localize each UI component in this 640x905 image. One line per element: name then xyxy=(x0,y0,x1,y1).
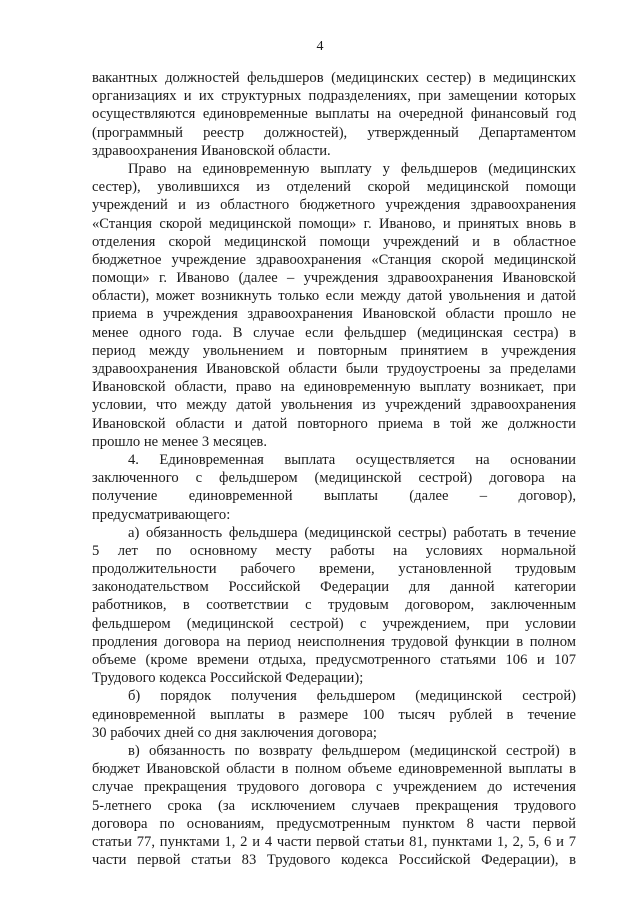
text-line: объеме (кроме времени отдыха, предусмотренного статьями 106 и 107 xyxy=(92,652,576,668)
text-line: Ивановской области и датой повторного приема в той же должности xyxy=(92,415,576,432)
text-line: 30 рабочих дней со дня заключения договора; xyxy=(92,724,377,741)
text-line: а) обязанность фельдшера (медицинской сестры) работать в течение xyxy=(128,524,576,541)
text-line: Ивановской области, право на единовременную выплату возникает, при xyxy=(92,379,576,396)
text-line: Право на единовременную выплату у фельдшеров (медицинских xyxy=(128,160,576,177)
text-line: части первой статьи 83 Трудового кодекса Российской Федерации), в xyxy=(92,852,576,869)
text-line: фельдшером (медицинской сестрой) с учреждением, при условии xyxy=(92,615,576,632)
text-line: продления договора на период неисполнения трудовой функции в полном xyxy=(92,633,576,650)
text-line: «Станция скорой медицинской помощи» г. Иваново, и принятых вновь в xyxy=(92,215,576,232)
text-line: области), может возникнуть только если между датой увольнения и датой xyxy=(92,288,576,305)
text-line: 4. Единовременная выплата осуществляется на основании xyxy=(128,451,576,468)
text-line: 5-летнего срока (за исключением случаев прекращения трудового xyxy=(92,797,576,814)
text-line: здравоохранения Ивановской области. xyxy=(92,142,331,159)
text-line: б) порядок получения фельдшером (медицинской сестрой) xyxy=(128,688,576,705)
text-line: единовременной выплаты в размере 100 тысяч рублей в течение xyxy=(92,706,576,723)
text-line: вакантных должностей фельдшеров (медицинских сестер) в медицинских xyxy=(92,70,576,86)
text-line: отделения скорой медицинской помощи учреждений и в областное xyxy=(92,233,576,250)
document-body-text xyxy=(92,69,576,869)
text-line: организациях и их структурных подразделениях, при замещении которых xyxy=(92,88,576,105)
text-line: менее одного года. В случае если фельдшер (медицинская сестра) в xyxy=(92,324,576,341)
text-line: законодательством Российской Федерации для данной категории xyxy=(92,579,576,596)
text-line: прошло не менее 3 месяцев. xyxy=(92,433,267,450)
text-line: условии, что между датой увольнения из учреждений здравоохранения xyxy=(92,397,576,414)
text-line: сестер), уволившихся из отделений скорой медицинской помощи xyxy=(92,179,576,196)
text-line: бюджет Ивановской области в полном объеме единовременной выплаты в xyxy=(92,761,576,778)
text-line: в) обязанность по возврату фельдшером (медицинской сестрой) в xyxy=(128,742,576,759)
text-line: здравоохранения Ивановской области были трудоустроены за пределами xyxy=(92,361,576,377)
text-line: Трудового кодекса Российской Федерации); xyxy=(92,670,364,687)
text-line: получение единовременной выплаты (далее – договор), xyxy=(92,488,576,505)
text-line: учреждений и из областного бюджетного учреждения здравоохранения xyxy=(92,197,576,214)
text-line: приема в учреждения здравоохранения Ивановской области прошло не xyxy=(92,306,576,323)
text-line: осуществляются единовременные выплаты на очередной финансовый год xyxy=(92,106,576,123)
text-line: договора по основаниям, предусмотренным пунктом 8 части первой xyxy=(92,815,576,832)
text-line: помощи» г. Иваново (далее – учреждения здравоохранения Ивановской xyxy=(92,270,576,287)
text-line: статьи 77, пунктами 1, 2 и 4 части первой статьи 81, пунктами 1, 2, 5, 6 и 7 xyxy=(92,833,576,850)
page-number: 4 xyxy=(316,39,324,54)
text-line: работников, в соответствии с трудовым договором, заключенным xyxy=(92,597,576,614)
text-line: 5 лет по основному месту работы на условиях нормальной xyxy=(92,542,576,559)
text-line: случае прекращения трудового договора с учреждением до истечения xyxy=(92,779,576,796)
text-line: период между увольнением и повторным принятием в учреждения xyxy=(92,342,576,359)
text-line: продолжительности рабочего времени, установленной трудовым xyxy=(92,561,576,578)
text-line: бюджетное учреждение здравоохранения «Станция скорой медицинской xyxy=(92,251,576,268)
text-line: заключенного с фельдшером (медицинской сестрой) договора на xyxy=(92,470,576,487)
text-line: предусматривающего: xyxy=(92,506,231,523)
text-line: (программный реестр должностей), утвержденный Департаментом xyxy=(92,124,576,141)
